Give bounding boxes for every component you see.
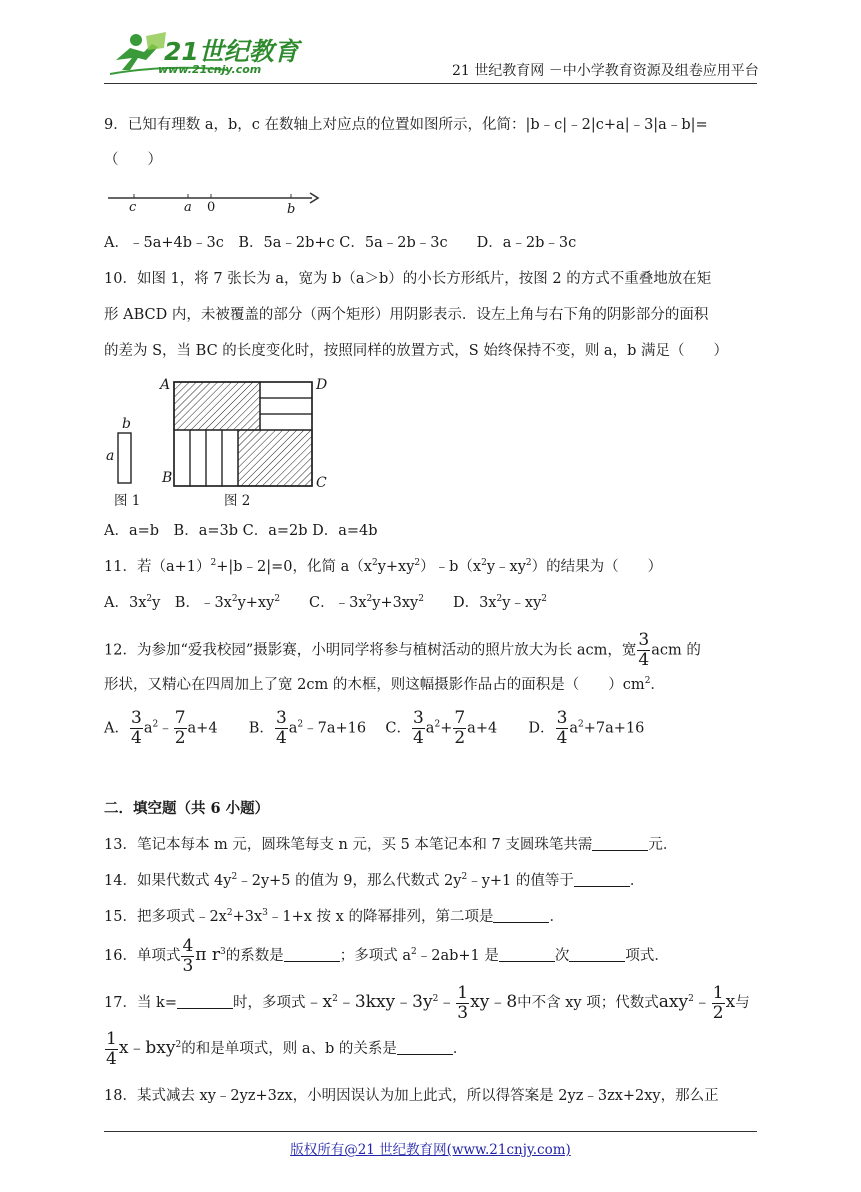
axis-label-a: a	[184, 200, 192, 215]
rectangle-figure	[100, 372, 340, 512]
q12-line2: 形状，又精心在四周加上了宽 2cm 的木框，则这幅摄影作品占的面积是（ ）$cm^2$．	[104, 676, 665, 693]
answer-blank[interactable]	[493, 910, 549, 923]
number-line-figure	[104, 186, 324, 222]
fig1-caption: 图 1	[114, 493, 141, 509]
q11-options: A．$3x^2y$ B．$﹣3x^2y+xy^2$ C．$﹣3x^2y+3xy^2$ D．$3x^2y﹣xy^2$	[104, 594, 548, 611]
answer-blank[interactable]	[592, 838, 648, 851]
logo-text: 21世纪教育	[164, 37, 299, 66]
corner-b: B	[162, 470, 173, 486]
footer-divider	[104, 1131, 757, 1132]
answer-blank[interactable]	[177, 996, 233, 1009]
corner-a: A	[160, 377, 171, 393]
answer-blank[interactable]	[397, 1042, 453, 1055]
fig1-label-a: a	[106, 448, 115, 464]
q10-line2: 形 ABCD 内，未被覆盖的部分（两个矩形）用阴影表示．设左上角与右下角的阴影部分的面积	[104, 307, 709, 323]
axis-label-zero: 0	[207, 200, 216, 215]
footer-copyright-link[interactable]: 版权所有@21 世纪教育网(www.21cnjy.com)	[290, 1142, 571, 1158]
q12-options: A． $\frac{3}{4}$ $a^2﹣$ $\frac{7}{2}$ a+4 B． $\frac{3}{4}$ $a^2﹣7a+16$ C． $\frac{3}{4}$ $a^2+$ $\frac{7}{2}$ a+4 D． $\frac{3}{4}$ $a^2+7a+16$	[104, 708, 645, 748]
section-heading: 二．填空题（共 6 小题）	[104, 800, 270, 817]
header-divider	[104, 83, 757, 84]
header-title: 21 世纪教育网 －中小学教育资源及组卷应用平台	[452, 63, 759, 79]
q9-options: A．﹣5a+4b﹣3c B．5a﹣2b+c C．5a﹣2b﹣3c D．a﹣2b﹣3c	[104, 235, 577, 251]
q10-line3: 的差为 S，当 BC 的长度变化时，按照同样的放置方式，S 始终保持不变，则 a，b 满足（ ）	[104, 343, 728, 359]
fig2-caption: 图 2	[224, 493, 251, 509]
q17-line1: 17．当 k= 时，多项式$﹣x^2﹣3kxy﹣3y^2﹣$ $\frac{1}{3}$ xy﹣8中不含 xy 项；代数式axy$^2$﹣ $\frac{1}{2}$ x与	[104, 982, 750, 1023]
corner-c: C	[316, 475, 327, 491]
q18-text: 18．某式减去 xy﹣2yz+3zx，小明因误认为加上此式，所以得答案是 2yz﹣3zx+2xy，那么正	[104, 1088, 719, 1104]
axis-label-c: c	[129, 200, 137, 215]
q14-text: 14．如果代数式 $4y^2﹣2y+5$ 的值为 9，那么代数式 $2y^2﹣y+1$ 的值等于 ．	[104, 872, 645, 889]
q10-options: A．a=b B．a=3b C．a=2b D．a=4b	[104, 523, 378, 539]
answer-blank[interactable]	[569, 949, 625, 962]
q11-text: 11．若$(a+1)^2+|b﹣2|=0$，化简 $a(x^2y+xy^2)﹣b(x^2y﹣xy^2)$的结果为（ ）	[104, 558, 663, 575]
q17-line2: $\frac{1}{4}$ x﹣bxy$^2$的和是单项式，则 a、b 的关系是 ．	[106, 1028, 468, 1069]
fig1-label-b: b	[122, 416, 131, 432]
q16-text: 16．单项式 $\frac{4}{3}$ π $r^3$的系数是 ；多项式 $a^2﹣2ab+1$ 是 次 项式．	[104, 935, 669, 976]
corner-d: D	[316, 377, 328, 393]
answer-blank[interactable]	[284, 949, 340, 962]
q15-text: 15．把多项式$﹣2x^2+3x^3﹣1+x$ 按 x 的降幂排列，第二项是 ．	[104, 908, 564, 925]
site-logo[interactable]	[108, 30, 299, 80]
answer-blank[interactable]	[499, 949, 555, 962]
q13-text: 13．笔记本每本 m 元，圆珠笔每支 n 元，买 5 本笔记本和 7 支圆珠笔共需 元．	[104, 837, 678, 853]
q10-line1: 10．如图 1，将 7 张长为 a，宽为 b（a＞b）的小长方形纸片，按图 2 的方式不重叠地放在矩	[104, 271, 712, 287]
q9-text: 9．已知有理数 a，b，c 在数轴上对应点的位置如图所示，化简：|b﹣c|﹣2|c+a|﹣3|a﹣b|=	[104, 117, 708, 133]
axis-label-b: b	[287, 202, 296, 217]
answer-blank[interactable]	[574, 874, 630, 887]
q12-line1: 12．为参加“爱我校园”摄影赛，小明同学将参与植树活动的照片放大为长 acm，宽 $\frac{3}{4}$ acm 的	[104, 630, 701, 670]
logo-url: www.21cnjy.com	[158, 63, 262, 76]
q9-paren: （ ）	[104, 152, 162, 168]
